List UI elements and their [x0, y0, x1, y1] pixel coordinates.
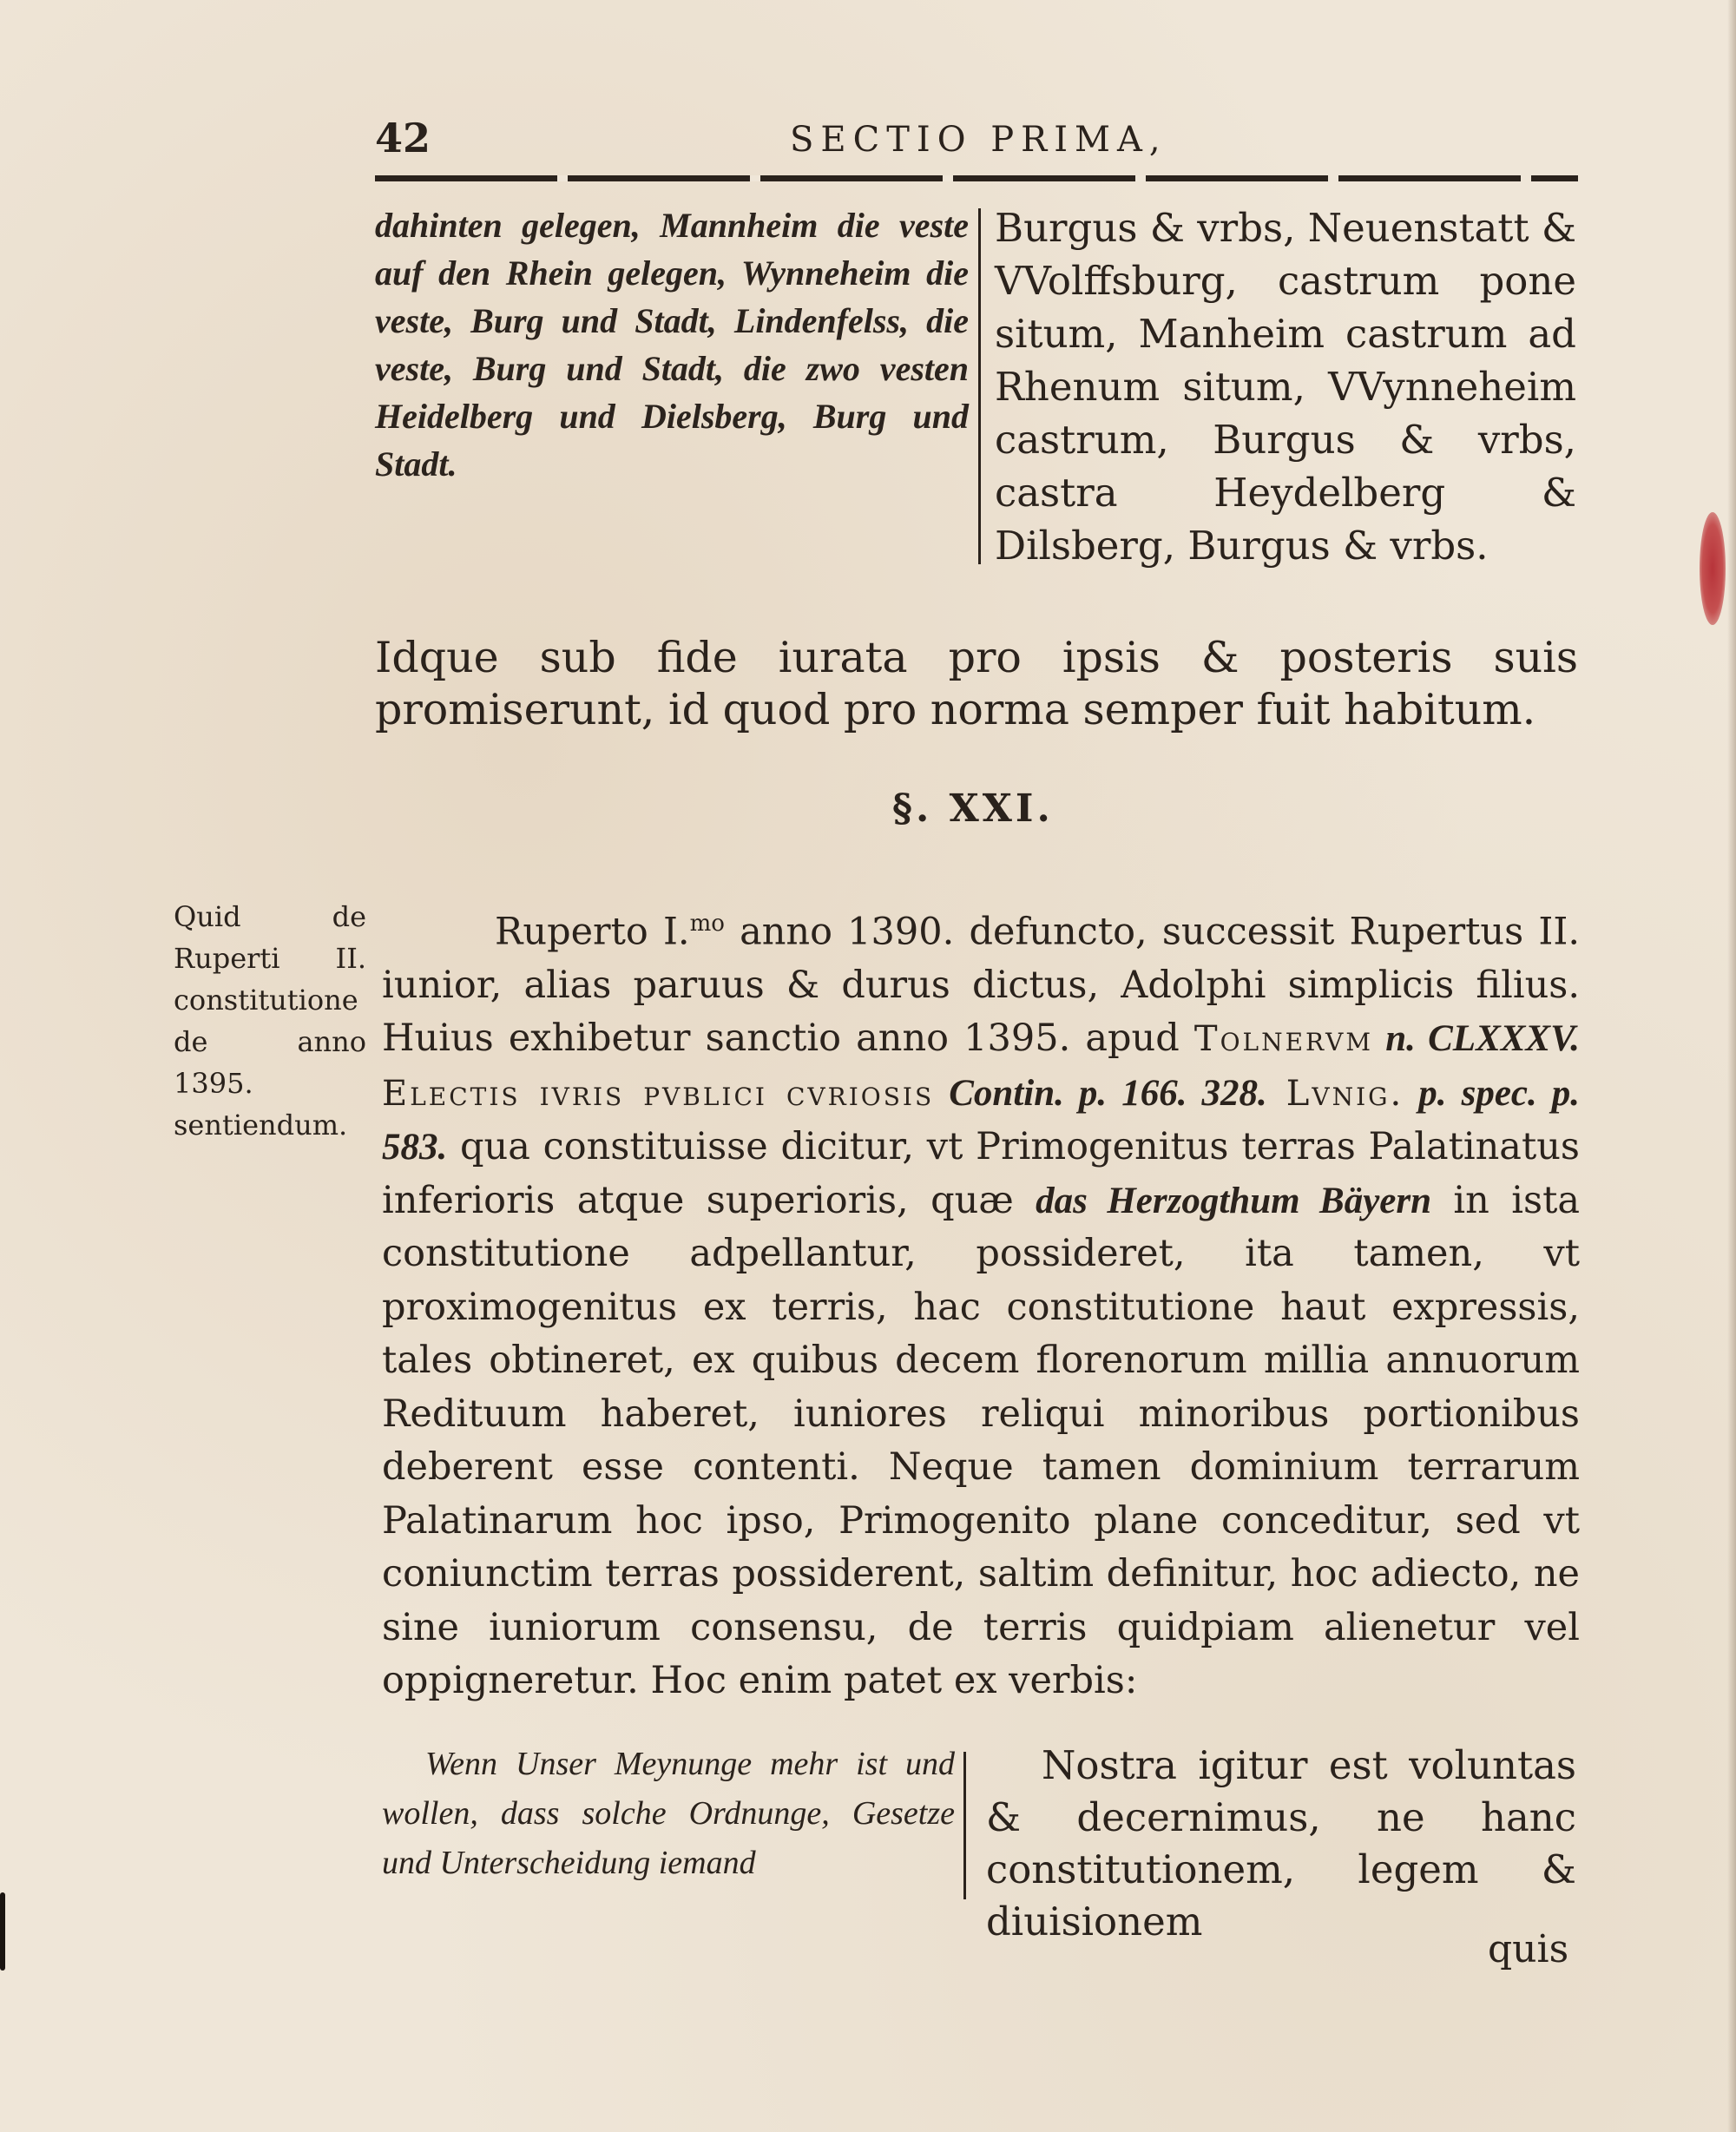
binding-mark [0, 1892, 5, 1971]
red-wax-stain [1700, 512, 1726, 625]
running-head: SECTIO PRIMA, [790, 120, 1167, 160]
marginal-note-line: constitutione [174, 984, 358, 1017]
marginal-note-line: sentiendum. [174, 1109, 348, 1142]
marginal-note-line: Ruperti II. [174, 942, 366, 975]
text-segment: qua constituisse dicitur, vt Primogenitus terras Palatinatus inferioris atque superioris, quæ [382, 1125, 1580, 1222]
reference-pages: p. spec. p. 583. [382, 1072, 1581, 1168]
german-column-bottom: Wenn Unser Meynunge mehr ist und wollen, dass solche Ordnunge, Gesetze und Unterscheidung iemand [382, 1746, 955, 1881]
marginal-note-line: Quid de [174, 900, 366, 933]
superscript: mo [689, 911, 725, 937]
text-segment: in ista constitutione adpellantur, possideret, ita tamen, vt proximogenitus ex terris, hac constitutione haut expressis, tales obtineret, ex quibus decem florenorum millia annuorum Redituum haberet, iuniores reliqui minoribus portionibus deberent esse contenti. Neque tamen dominium terrarum Palatinarum hoc ipso, Primogenito plane conceditur, sed vt coniunctim terras possiderent, saltim definitur, hoc adiecto, ne sine iuniorum consensu, de terris quidpiam alienetur vel oppigneretur. Hoc enim patet ex verbis: [382, 1178, 1580, 1703]
page-edge-shadow [1727, 0, 1736, 2132]
section-heading: §. XXI. [892, 786, 1054, 831]
marginal-note [174, 896, 366, 1146]
author-name: Tolnervm [1194, 1019, 1374, 1060]
reference-pages: Contin. p. 166. 328. [934, 1072, 1267, 1114]
latin-column-bottom: Nostra igitur est voluntas & decernimus, ne hanc constitutionem, legem & diuisionem [986, 1742, 1576, 1944]
work-title: Electis ivris pvblici cvriosis [382, 1073, 935, 1114]
column-divider [963, 1752, 966, 1899]
paragraph-idque: Idque sub fide iurata pro ipsis & posteris suis promiserunt, id quod pro norma semper fuit habitum. [375, 633, 1578, 734]
german-column-top: dahinten gelegen, Mannheim die veste auf den Rhein gelegen, Wynneheim die veste, Burg und Stadt, Lindenfelss, die veste, Burg und Stadt, die zwo vesten Heidelberg und Dielsberg, Burg und Stadt. [375, 206, 969, 484]
main-paragraph [382, 898, 1580, 1708]
german-term: das Herzogthum Bäyern [1036, 1180, 1432, 1221]
catchword: quis [1488, 1927, 1569, 1971]
text-segment: anno 1390. defuncto, successit Rupertus II. iunior, alias paruus & durus dictus, Adolphi simplicis filius. Huius exhibetur sanctio anno 1395. apud [382, 910, 1580, 1061]
author-name: Lvnig. [1266, 1073, 1404, 1114]
latin-column-top: Burgus & vrbs, Neuenstatt & VVolffsburg, castrum pone situm, Manheim castrum ad Rhenum situm, VVynneheim castrum, Burgus & vrbs, castra Heydelberg & Dilsberg, Burgus & vrbs. [995, 205, 1576, 569]
header-rule [375, 175, 1578, 181]
column-divider [978, 208, 981, 564]
reference-number: n. CLXXXV. [1373, 1018, 1580, 1060]
page-number: 42 [375, 115, 431, 161]
text-segment: Ruperto I. [495, 910, 690, 954]
marginal-note-line: de anno 1395. [174, 1025, 366, 1100]
